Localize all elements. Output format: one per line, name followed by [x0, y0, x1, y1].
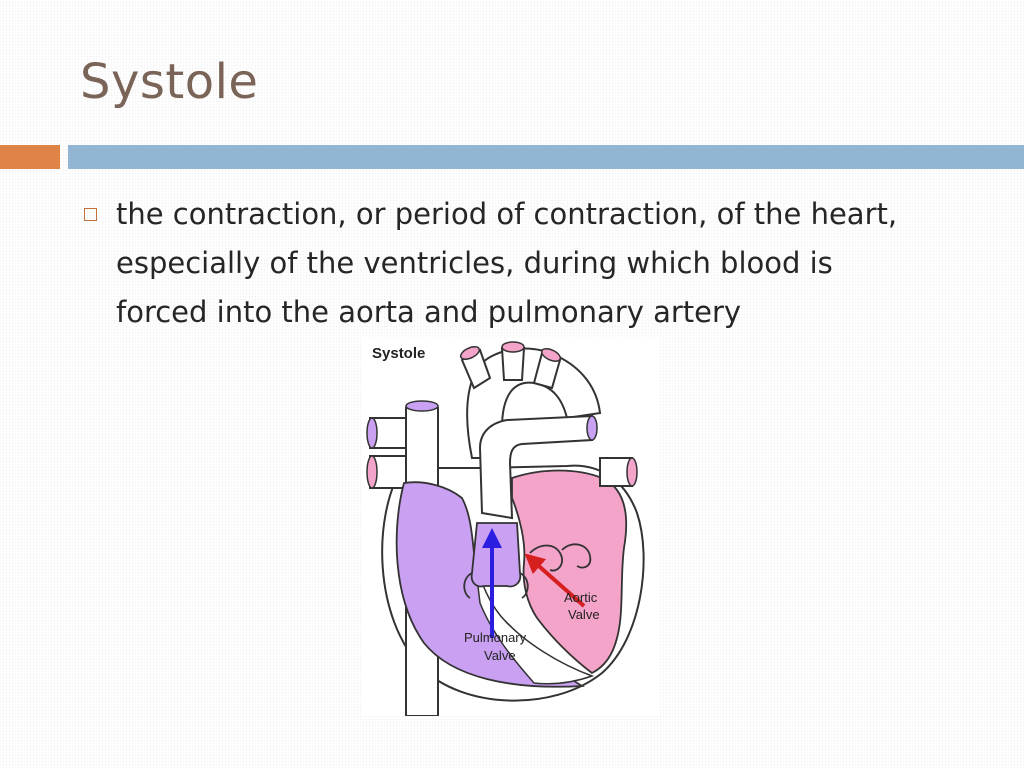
heart-diagram-svg	[362, 338, 660, 716]
accent-bar-orange	[0, 145, 60, 169]
pulmonary-valve-label-line2: Valve	[484, 648, 516, 663]
arch-branch-2	[502, 348, 524, 380]
figure-title: Systole	[372, 345, 426, 362]
accent-bar-blue	[68, 145, 1024, 169]
slide-title: Systole	[80, 54, 259, 110]
vena-cava-opening	[406, 401, 438, 411]
pulmonary-valve-label-line1: Pulmonary	[464, 630, 527, 645]
arch-branch-2-opening	[502, 342, 524, 352]
bullet-text: the contraction, or period of contraction, of the heart, especially of the ventricles, during which blood is forced into the aorta and pulmonary artery	[116, 197, 898, 329]
heart-diagram	[362, 338, 660, 716]
aortic-valve-label-line1: Aortic	[564, 590, 598, 605]
pulmonary-artery-opening	[587, 416, 597, 440]
bullet-square-icon	[84, 208, 97, 221]
pulmonary-vein-opening	[627, 458, 637, 486]
vessel-opening-upper	[367, 418, 377, 448]
pulmonary-valve-channel	[472, 523, 521, 586]
aortic-valve-label-line2: Valve	[568, 607, 600, 622]
vessel-opening-lower	[367, 456, 377, 488]
